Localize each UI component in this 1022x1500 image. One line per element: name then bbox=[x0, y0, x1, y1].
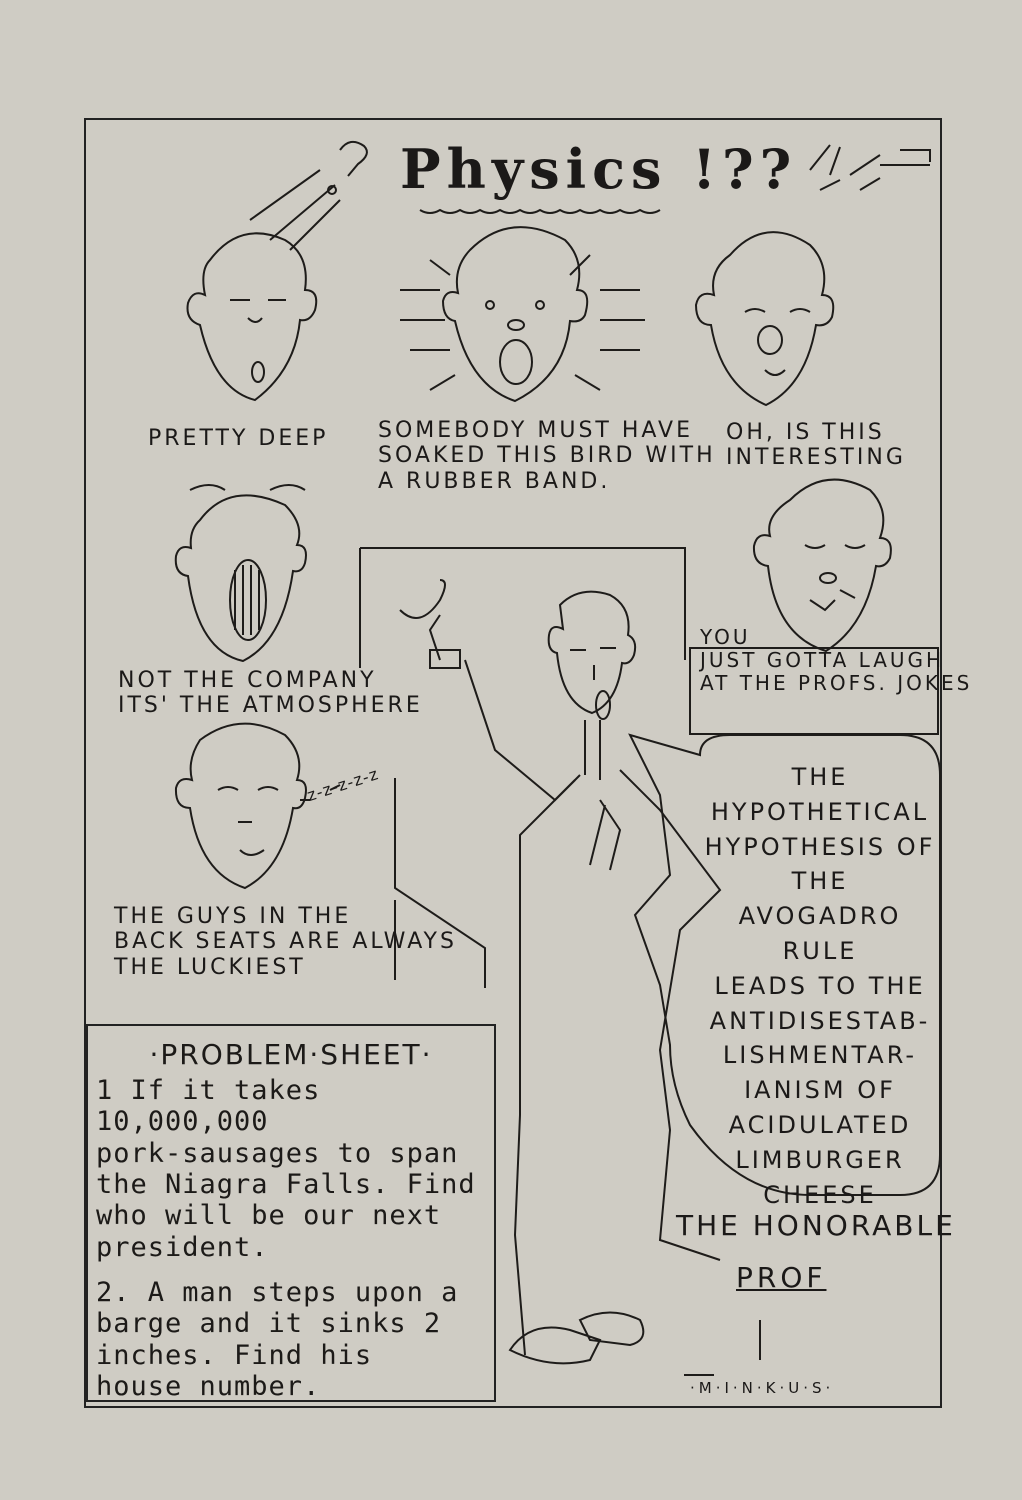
face-pretty-deep bbox=[188, 233, 317, 400]
problem-item-2: 2. A man steps upon a barge and it sinks 2 inches. Find his house number. bbox=[96, 1276, 459, 1402]
caption-you-just-gotta-laugh: YOU JUST GOTTA LAUGH AT THE PROFS. JOKES bbox=[700, 625, 973, 695]
exclamation-burst bbox=[810, 145, 930, 190]
speech-bubble-text: THE HYPOTHETICAL HYPOTHESIS OF THE AVOGADRO RULE LEADS TO THE ANTIDISESTAB- LISHMENTAR- IANISM OF ACIDULATED LIMBURGER CHEESE bbox=[704, 763, 936, 1209]
signature-mark bbox=[684, 1320, 760, 1375]
artist-signature: ·M·I·N·K·U·S· bbox=[690, 1379, 835, 1397]
caption-prof: PROF bbox=[736, 1261, 827, 1294]
caption-somebody-must-have: SOMEBODY MUST HAVE SOAKED THIS BIRD WITH A RUBBER BAND. bbox=[378, 418, 716, 494]
caption-oh-is-this: OH, IS THIS INTERESTING bbox=[726, 420, 906, 471]
problem-sheet bbox=[86, 1024, 496, 1402]
face-not-the-company bbox=[176, 485, 306, 661]
page-title: Physics !?? bbox=[400, 137, 798, 201]
caption-honorable: THE HONORABLE bbox=[676, 1209, 956, 1242]
problem-sheet-title: ·PROBLEM·SHEET· bbox=[149, 1038, 433, 1071]
problem-item-1: 1 If it takes 10,000,000 pork-sausages to span the Niagra Falls. Find who will be our next president. bbox=[96, 1075, 476, 1263]
face-guys-in-back-seats bbox=[176, 724, 340, 888]
caption-guys-in-back-seats: THE GUYS IN THE BACK SEATS ARE ALWAYS THE LUCKIEST bbox=[114, 904, 457, 980]
caption-pretty-deep: PRETTY DEEP bbox=[148, 426, 329, 451]
snore-text: z-z-z-z-z bbox=[304, 764, 382, 806]
title-underline bbox=[420, 210, 660, 213]
face-oh-is-this-interesting bbox=[696, 232, 833, 405]
caption-not-the-company: NOT THE COMPANY ITS' THE ATMOSPHERE bbox=[118, 668, 423, 719]
face-somebody-must-have bbox=[400, 227, 645, 401]
